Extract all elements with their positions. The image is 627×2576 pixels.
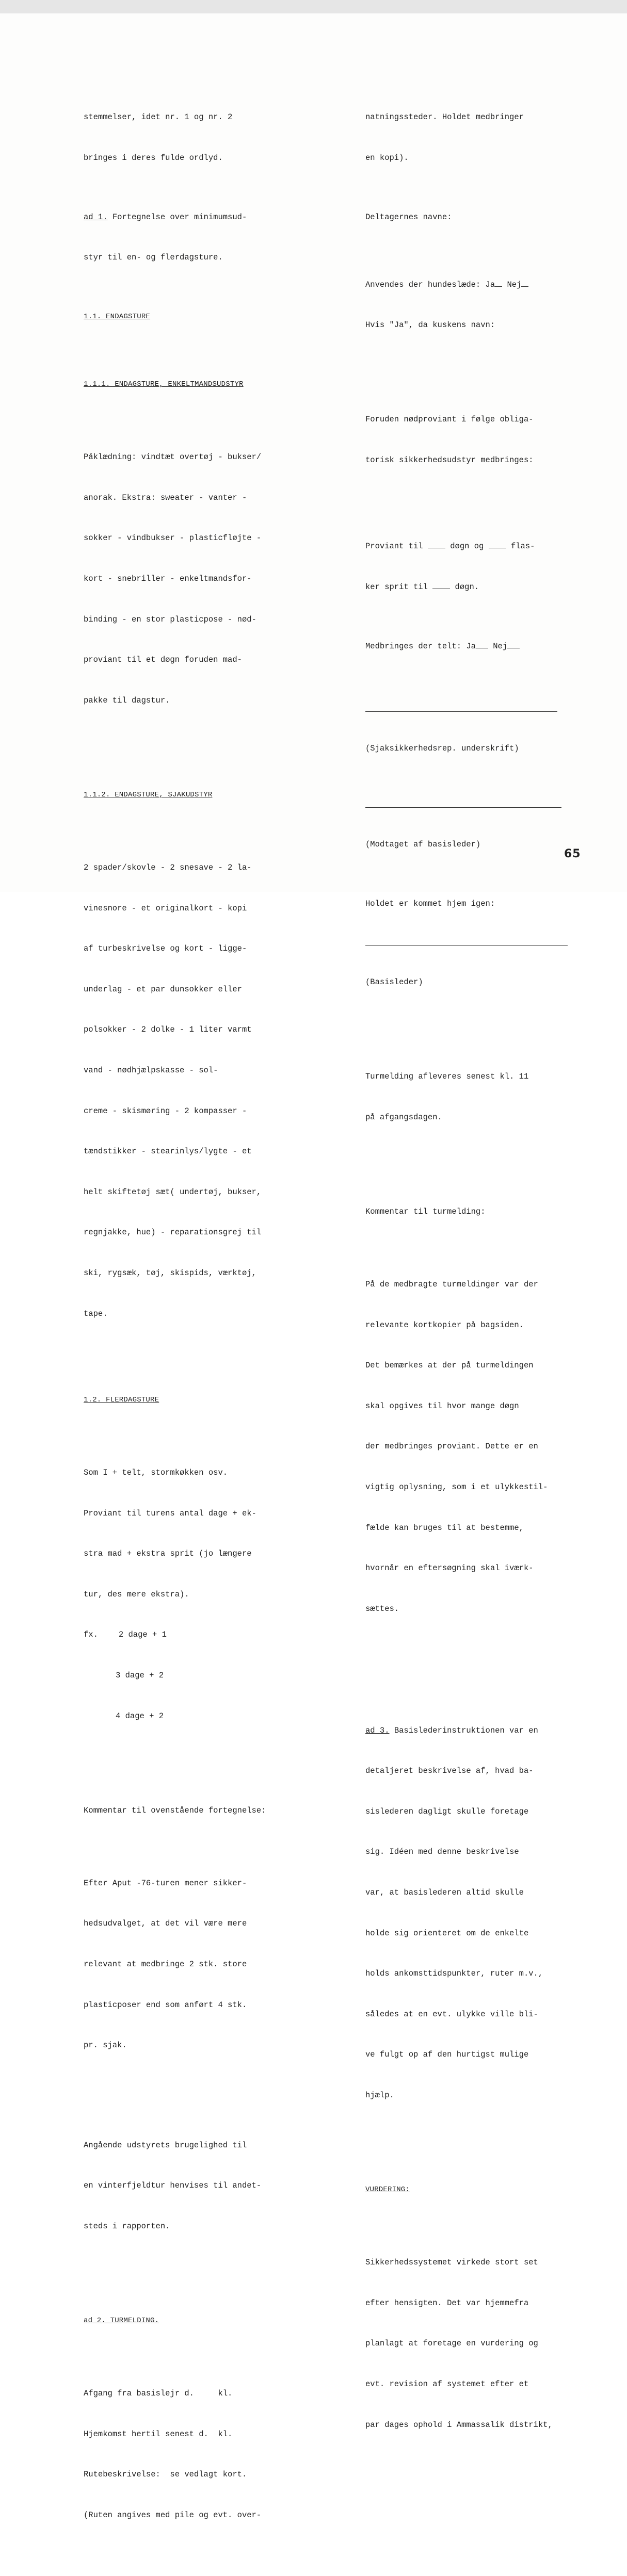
hundeslaede-row: [365, 278, 582, 291]
text-line: Foruden nødproviant i følge obliga-: [365, 415, 534, 425]
blank-line: [432, 581, 450, 589]
deltagere-label: Deltagernes navne:: [365, 212, 452, 222]
text-line: hedsudvalget, at det vil være mere: [84, 1919, 247, 1929]
text-line: pakke til dagstur.: [84, 695, 170, 705]
paragraph-flerdag: [84, 1439, 300, 1750]
paragraph-vurdering: [365, 2229, 582, 2458]
text-line: 2 spader/skovle - 2 snesave - 2 la-: [84, 862, 252, 872]
text-line: regnjakke, hue) - reparationsgrej til: [84, 1228, 262, 1237]
text-line: binding - en stor plasticpose - nød-: [84, 614, 256, 624]
text-line: således at en evt. ulykke ville bli-: [365, 2009, 538, 2019]
nej-label: Nej: [502, 280, 522, 289]
heading-1-2: 1.2. FLERDAGSTURE: [84, 1395, 159, 1404]
text-line: stemmelser, idet nr. 1 og nr. 2: [84, 112, 233, 122]
sprit-row: [365, 580, 582, 594]
signature-caption: (Sjaksikkerhedsrep. underskrift): [365, 743, 519, 753]
text-line: Hjemkomst hertil senest d. kl.: [84, 2429, 233, 2439]
text-line: ski, rygsæk, tøj, skispids, værktøj,: [84, 1268, 256, 1278]
text-line: var, at basislederen altid skulle: [365, 1887, 524, 1897]
text-line: (Ruten angives med pile og evt. over-: [84, 2510, 262, 2520]
fx-label: fx.: [84, 1630, 98, 1640]
heading-ad2: ad 2. TURMELDING.: [84, 2317, 159, 2325]
text-line: sislederen dagligt skulle foretage: [365, 1806, 529, 1816]
text-line: anorak. Ekstra: sweater - vanter -: [84, 493, 247, 502]
blank-line: [495, 279, 502, 287]
signature-line: [365, 711, 557, 712]
ad3-text: Basislederinstruktionen var en: [389, 1725, 538, 1735]
nej-label: Nej: [488, 641, 508, 651]
text-line: natningssteder. Holdet medbringer: [365, 112, 524, 122]
text-line: stra mad + ekstra sprit (jo længere: [84, 1549, 252, 1559]
paragraph-aflevering: [365, 1043, 582, 1151]
paragraph-kommentar: [365, 1251, 582, 1643]
paragraph-foruden: [365, 386, 582, 494]
paragraph-turmelding: [84, 2360, 300, 2549]
right-column: [365, 84, 582, 2486]
telt-row: [365, 640, 582, 653]
text-line: vigtig oplysning, som i et ulykkestil-: [365, 1482, 548, 1492]
text-line: Turmelding afleveres senest kl. 11: [365, 1072, 529, 1082]
text-line: ve fulgt op af den hurtigst mulige: [365, 2050, 529, 2060]
text-line: creme - skismøring - 2 kompasser -: [84, 1106, 247, 1116]
paragraph-ad3: [365, 1697, 582, 2129]
flasker-label: flas-: [506, 542, 535, 551]
text-line: der medbringes proviant. Dette er en: [365, 1442, 538, 1452]
blank-line: [507, 641, 520, 648]
text-line: Afgang fra basislejr d. kl.: [84, 2389, 233, 2399]
text-line: en kopi).: [365, 153, 409, 163]
text-line: underlag - et par dunsokker eller: [84, 984, 242, 994]
text-line: polsokker - 2 dolke - 1 liter varmt: [84, 1025, 252, 1035]
heading-1-1-2: 1.1.2. ENDAGSTURE, SJAKUDSTYR: [84, 790, 213, 799]
text-line: kort - snebriller - enkeltmandsfor-: [84, 574, 252, 583]
fx-item: 2 dage + 1: [118, 1630, 167, 1640]
text-line: steds i rapporten.: [84, 2221, 170, 2231]
text-line: bringes i deres fulde ordlyd.: [84, 153, 223, 163]
ad3-first-line: [365, 1724, 582, 1737]
text-line: sig. Idéen med denne beskrivelse: [365, 1847, 519, 1857]
kusk-label: Hvis "Ja", da kuskens navn:: [365, 320, 495, 330]
blank-line: [428, 541, 445, 548]
text-line: tur, des mere ekstra).: [84, 1589, 189, 1599]
proviant-row: [365, 540, 582, 553]
text-line: Sikkerhedssystemet virkede stort set: [365, 2258, 538, 2268]
text-line: Efter Aput -76-turen mener sikker-: [84, 1878, 247, 1888]
blank-line: [489, 541, 506, 548]
blank-line: [476, 641, 488, 648]
text-line: skal opgives til hvor mange døgn: [365, 1401, 519, 1411]
text-line: vinesnore - et originalkort - kopi: [84, 903, 247, 913]
fx-item: 3 dage + 2: [116, 1670, 164, 1680]
text-line: fælde kan bruges til at bestemme,: [365, 1523, 524, 1532]
text-line: par dages ophold i Ammassalik distrikt,: [365, 2420, 553, 2430]
signature-caption: (Modtaget af basisleder): [365, 840, 481, 850]
ad3-label: ad 3.: [365, 1725, 390, 1735]
ad1-paragraph: [84, 210, 300, 224]
signature-line: [365, 807, 561, 808]
paragraph-sjak: [84, 834, 300, 1348]
sprit-label: ker sprit til: [365, 582, 433, 592]
left-column: [84, 84, 300, 2576]
text-line: styr til en- og flerdagsture.: [84, 253, 223, 263]
text-line: Påklædning: vindtæt overtøj - bukser/: [84, 452, 262, 462]
signature-caption: (Basisleder): [365, 977, 423, 987]
text-line: på afgangsdagen.: [365, 1112, 442, 1122]
text-line: sokker - vindbukser - plasticfløjte -: [84, 533, 262, 543]
text-line: planlagt at foretage en vurdering og: [365, 2339, 538, 2349]
heading-1-1: 1.1. ENDAGSTURE: [84, 313, 151, 321]
text-line: Angående udstyrets brugelighed til: [84, 2140, 247, 2150]
hjem-label: Holdet er kommet hjem igen:: [365, 899, 495, 908]
comment-heading: Kommentar til ovenstående fortegnelse:: [84, 1805, 266, 1815]
text-line: torisk sikkerhedsudstyr medbringes:: [365, 455, 534, 465]
telt-label: Medbringes der telt: Ja: [365, 641, 476, 651]
text-line: Rutebeskrivelse: se vedlagt kort.: [84, 2470, 247, 2480]
text-line: helt skiftetøj sæt( undertøj, bukser,: [84, 1187, 262, 1197]
text-line: holds ankomsttidspunkter, ruter m.v.,: [365, 1969, 543, 1979]
doegn-label: døgn.: [450, 582, 479, 592]
text-line: relevant at medbringe 2 stk. store: [84, 1960, 247, 1969]
text-line: Som I + telt, stormkøkken osv.: [84, 1468, 228, 1477]
paragraph-brugelighed: [84, 2111, 300, 2260]
doegn-og-label: døgn og: [445, 542, 489, 551]
fx-row: [84, 1628, 300, 1641]
text-line: proviant til et døgn foruden mad-: [84, 655, 242, 665]
text-line: tape.: [84, 1309, 108, 1318]
paragraph-comment: [84, 1849, 300, 2079]
text-line: Proviant til turens antal dage + ek-: [84, 1508, 256, 1518]
text-line: vand - nødhjælpskasse - sol-: [84, 1066, 218, 1075]
heading-vurdering: VURDERING:: [365, 2186, 410, 2194]
text-line: pr. sjak.: [84, 2041, 127, 2050]
text-line: tændstikker - stearinlys/lygte - et: [84, 1147, 252, 1156]
text-line: en vinterfjeldtur henvises til andet-: [84, 2181, 262, 2191]
comment-heading: Kommentar til turmelding:: [365, 1207, 486, 1217]
text-line: evt. revision af systemet efter et: [365, 2379, 529, 2389]
text-line: hjælp.: [365, 2091, 394, 2100]
text-line: af turbeskrivelse og kort - ligge-: [84, 944, 247, 954]
text-line: detaljeret beskrivelse af, hvad ba-: [365, 1766, 534, 1776]
fx-item: 4 dage + 2: [116, 1711, 164, 1721]
text-line: På de medbragte turmeldinger var der: [365, 1280, 538, 1290]
page-number: 65: [564, 847, 581, 860]
text-line: sættes.: [365, 1604, 399, 1613]
text-line: plasticposer end som anført 4 stk.: [84, 2000, 247, 2010]
ad1-label: ad 1.: [84, 212, 108, 222]
ad1-text: Fortegnelse over minimumsud-: [107, 212, 247, 222]
text-line: Det bemærkes at der på turmeldingen: [365, 1361, 534, 1371]
text-line: efter hensigten. Det var hjemmefra: [365, 2298, 529, 2308]
text-line: relevante kortkopier på bagsiden.: [365, 1320, 524, 1330]
text-line: hvornår en eftersøgning skal iværk-: [365, 1563, 534, 1573]
hundeslaede-label: Anvendes der hundeslæde: Ja: [365, 280, 495, 289]
text-line: holde sig orienteret om de enkelte: [365, 1928, 529, 1938]
proviant-label: Proviant til: [365, 542, 428, 551]
paragraph-enkeltmand: [84, 423, 300, 735]
heading-1-1-1: 1.1.1. ENDAGSTURE, ENKELTMANDSUDSTYR: [84, 380, 244, 389]
blank-line: [521, 279, 528, 287]
